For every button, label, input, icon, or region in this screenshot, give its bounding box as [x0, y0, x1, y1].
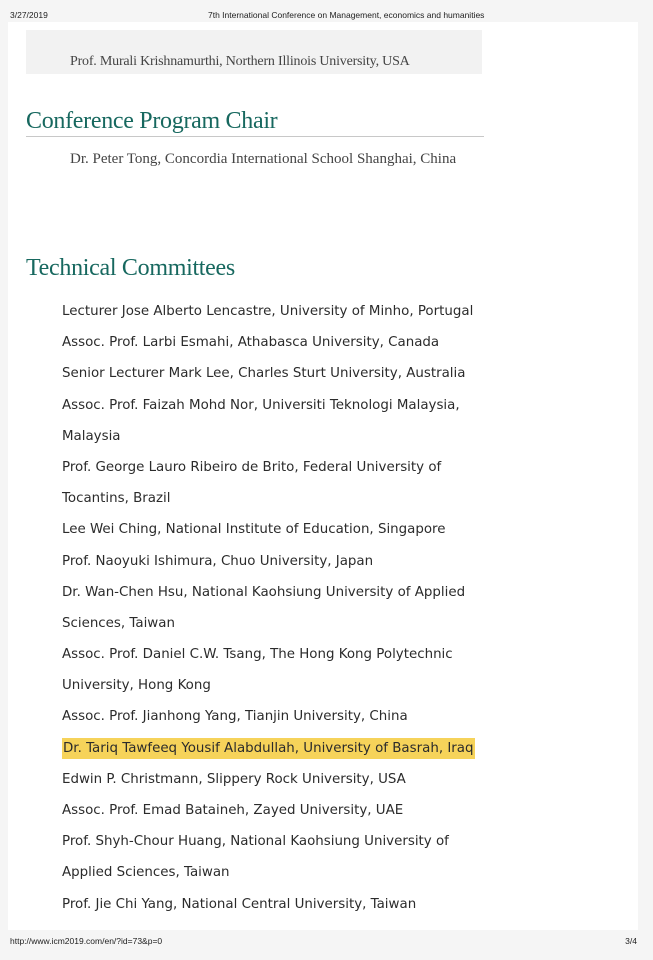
page-number: 3/4	[625, 936, 637, 946]
committee-line: Prof. George Lauro Ribeiro de Brito, Federal University of	[62, 459, 442, 475]
committee-line: Dr. Wan-Chen Hsu, National Kaohsiung University of Applied	[62, 584, 466, 600]
committee-line: Senior Lecturer Mark Lee, Charles Sturt University, Australia	[62, 366, 466, 382]
committee-line: Prof. Shyh-Chour Huang, National Kaohsiung University of	[62, 834, 449, 850]
organizer-text: Prof. Murali Krishnamurthi, Northern Illinois University, USA	[70, 54, 410, 69]
print-footer	[0, 934, 653, 954]
committee-line: Tocantins, Brazil	[62, 491, 171, 507]
document-page	[8, 22, 638, 930]
technical-committees-heading: Technical Committees	[26, 255, 235, 281]
committee-line: Sciences, Taiwan	[62, 615, 175, 631]
committee-line: Applied Sciences, Taiwan	[62, 865, 230, 881]
committee-list	[62, 296, 502, 920]
committee-line: Prof. Naoyuki Ishimura, Chuo University, Japan	[62, 553, 374, 569]
committee-line: Prof. Jie Chi Yang, National Central University, Taiwan	[62, 896, 417, 912]
committee-line: Malaysia	[62, 428, 121, 444]
program-chair-heading: Conference Program Chair	[26, 108, 278, 134]
committee-line: Lee Wei Ching, National Institute of Education, Singapore	[62, 522, 446, 538]
committee-line: Assoc. Prof. Larbi Esmahi, Athabasca University, Canada	[62, 335, 440, 351]
committee-line: Assoc. Prof. Emad Bataineh, Zayed University, UAE	[62, 803, 404, 818]
heading-divider	[26, 136, 484, 137]
committee-line: Assoc. Prof. Daniel C.W. Tsang, The Hong Kong Polytechnic	[62, 647, 453, 663]
committee-line: Assoc. Prof. Jianhong Yang, Tianjin University, China	[62, 709, 408, 725]
print-title: 7th International Conference on Management, economics and humanities	[208, 10, 485, 20]
committee-line: Edwin P. Christmann, Slippery Rock University, USA	[62, 771, 406, 787]
committee-line: Assoc. Prof. Faizah Mohd Nor, Universiti Teknologi Malaysia,	[62, 397, 460, 413]
print-url: http://www.icm2019.com/en/?id=73&p=0	[10, 936, 163, 946]
print-header	[0, 0, 653, 22]
committee-line: University, Hong Kong	[62, 678, 211, 694]
print-date: 3/27/2019	[10, 10, 48, 20]
organizer-box	[26, 30, 482, 74]
committee-line: Lecturer Jose Alberto Lencastre, University of Minho, Portugal	[62, 304, 474, 319]
highlighted-committee-line: Dr. Tariq Tawfeeq Yousif Alabdullah, University of Basrah, Iraq	[62, 733, 502, 764]
program-chair-text: Dr. Peter Tong, Concordia International School Shanghai, China	[70, 151, 457, 167]
